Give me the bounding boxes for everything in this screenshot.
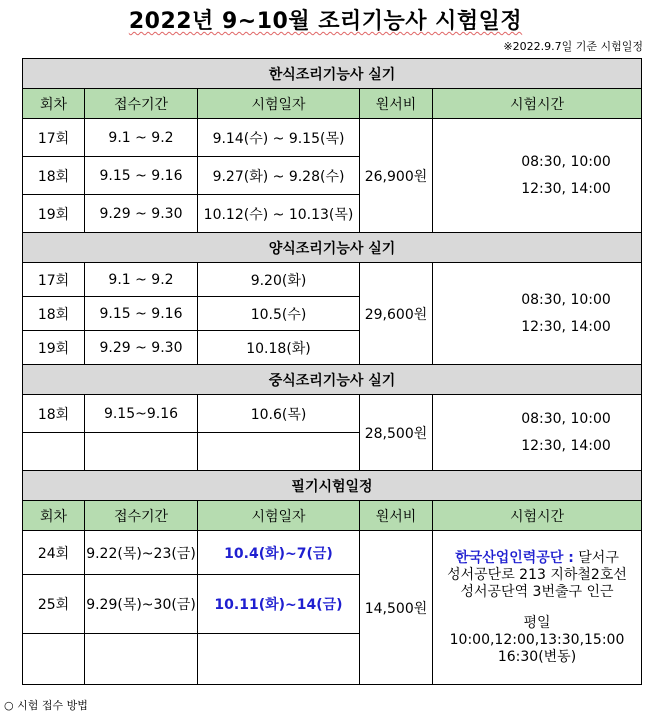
header-fee: 원서비 — [360, 89, 433, 119]
exam-time-line: 08:30, 10:00 — [521, 153, 611, 170]
table-row-registration: 9.1 ~ 9.2 — [85, 119, 198, 157]
table-row-round: 17회 — [23, 119, 85, 157]
table-row-exam-date: 10.12(수) ~ 10.13(목) — [198, 195, 360, 233]
table-row-round: 19회 — [23, 331, 85, 365]
written-exam-location — [433, 531, 642, 685]
table-row-registration: 9.22(목)~23(금) — [85, 531, 198, 575]
header-exam-date: 시험일자 — [198, 89, 360, 119]
header-exam-date: 시험일자 — [198, 501, 360, 531]
address-line: 성서공단로 213 지하철2호선 — [447, 566, 627, 583]
address-line: 성서공단역 3번출구 인근 — [460, 583, 614, 600]
empty-cell — [198, 634, 360, 685]
table-row-registration: 9.29 ~ 9.30 — [85, 195, 198, 233]
table-row-exam-date: 9.14(수) ~ 9.15(목) — [198, 119, 360, 157]
exam-time-line: 08:30, 10:00 — [521, 410, 611, 427]
empty-cell — [23, 634, 85, 685]
exam-schedule-table — [22, 58, 642, 685]
empty-cell — [23, 433, 85, 471]
western-exam-times — [433, 263, 642, 365]
header-fee: 원서비 — [360, 501, 433, 531]
section-korean-title: 한식조리기능사 실기 — [23, 59, 642, 89]
table-row-exam-date: 9.20(화) — [198, 263, 360, 297]
table-row-exam-date: 10.6(목) — [198, 395, 360, 433]
section-chinese-title: 중식조리기능사 실기 — [23, 365, 642, 395]
footer-text: ○ 시험 접수 방법 — [4, 699, 88, 712]
header-round: 회차 — [23, 501, 85, 531]
table-row-exam-date: 10.11(화)~14(금) — [198, 575, 360, 634]
table-row-round: 25회 — [23, 575, 85, 634]
table-row-round: 18회 — [23, 395, 85, 433]
exam-hours-line: 평일 10:00,12:00,13:30,15:00 — [449, 614, 625, 648]
empty-cell — [85, 433, 198, 471]
exam-time-line: 12:30, 14:00 — [521, 318, 611, 335]
table-row-round: 18회 — [23, 297, 85, 331]
table-row-exam-date: 9.27(화) ~ 9.28(수) — [198, 157, 360, 195]
org-name: 한국산업인력공단 : — [455, 549, 574, 566]
table-row-registration: 9.29(목)~30(금) — [85, 575, 198, 634]
section-written-title: 필기시험일정 — [23, 471, 642, 501]
exam-time-line: 12:30, 14:00 — [521, 437, 611, 454]
korean-fee: 26,900원 — [360, 119, 433, 233]
western-fee: 29,600원 — [360, 263, 433, 365]
table-row-exam-date: 10.5(수) — [198, 297, 360, 331]
written-fee: 14,500원 — [360, 531, 433, 685]
section-western-title: 양식조리기능사 실기 — [23, 233, 642, 263]
exam-time-line: 12:30, 14:00 — [521, 180, 611, 197]
table-row-exam-date: 10.4(화)~7(금) — [198, 531, 360, 575]
table-row-registration: 9.15 ~ 9.16 — [85, 157, 198, 195]
header-exam-time: 시험시간 — [433, 89, 642, 119]
page-title: 2022년 9~10월 조리기능사 시험일정 — [128, 9, 523, 34]
table-row-registration: 9.15~9.16 — [85, 395, 198, 433]
table-row-registration: 9.1 ~ 9.2 — [85, 263, 198, 297]
table-row-round: 17회 — [23, 263, 85, 297]
chinese-exam-times — [433, 395, 642, 471]
empty-cell — [85, 634, 198, 685]
chinese-fee: 28,500원 — [360, 395, 433, 471]
table-row-round: 19회 — [23, 195, 85, 233]
header-exam-time: 시험시간 — [433, 501, 642, 531]
table-row-registration: 9.15 ~ 9.16 — [85, 297, 198, 331]
table-row-exam-date: 10.18(화) — [198, 331, 360, 365]
table-row-round: 18회 — [23, 157, 85, 195]
header-registration: 접수기간 — [85, 89, 198, 119]
exam-hours — [437, 615, 637, 666]
org-location: 달서구 — [573, 549, 619, 566]
exam-hours-line: 16:30(변동) — [497, 648, 577, 665]
reference-date-note: ※2022.9.7일 기준 시험일정 — [503, 40, 643, 53]
header-round: 회차 — [23, 89, 85, 119]
korean-exam-times — [433, 119, 642, 233]
header-registration: 접수기간 — [85, 501, 198, 531]
table-row-round: 24회 — [23, 531, 85, 575]
empty-cell — [198, 433, 360, 471]
exam-time-line: 08:30, 10:00 — [521, 291, 611, 308]
table-row-registration: 9.29 ~ 9.30 — [85, 331, 198, 365]
